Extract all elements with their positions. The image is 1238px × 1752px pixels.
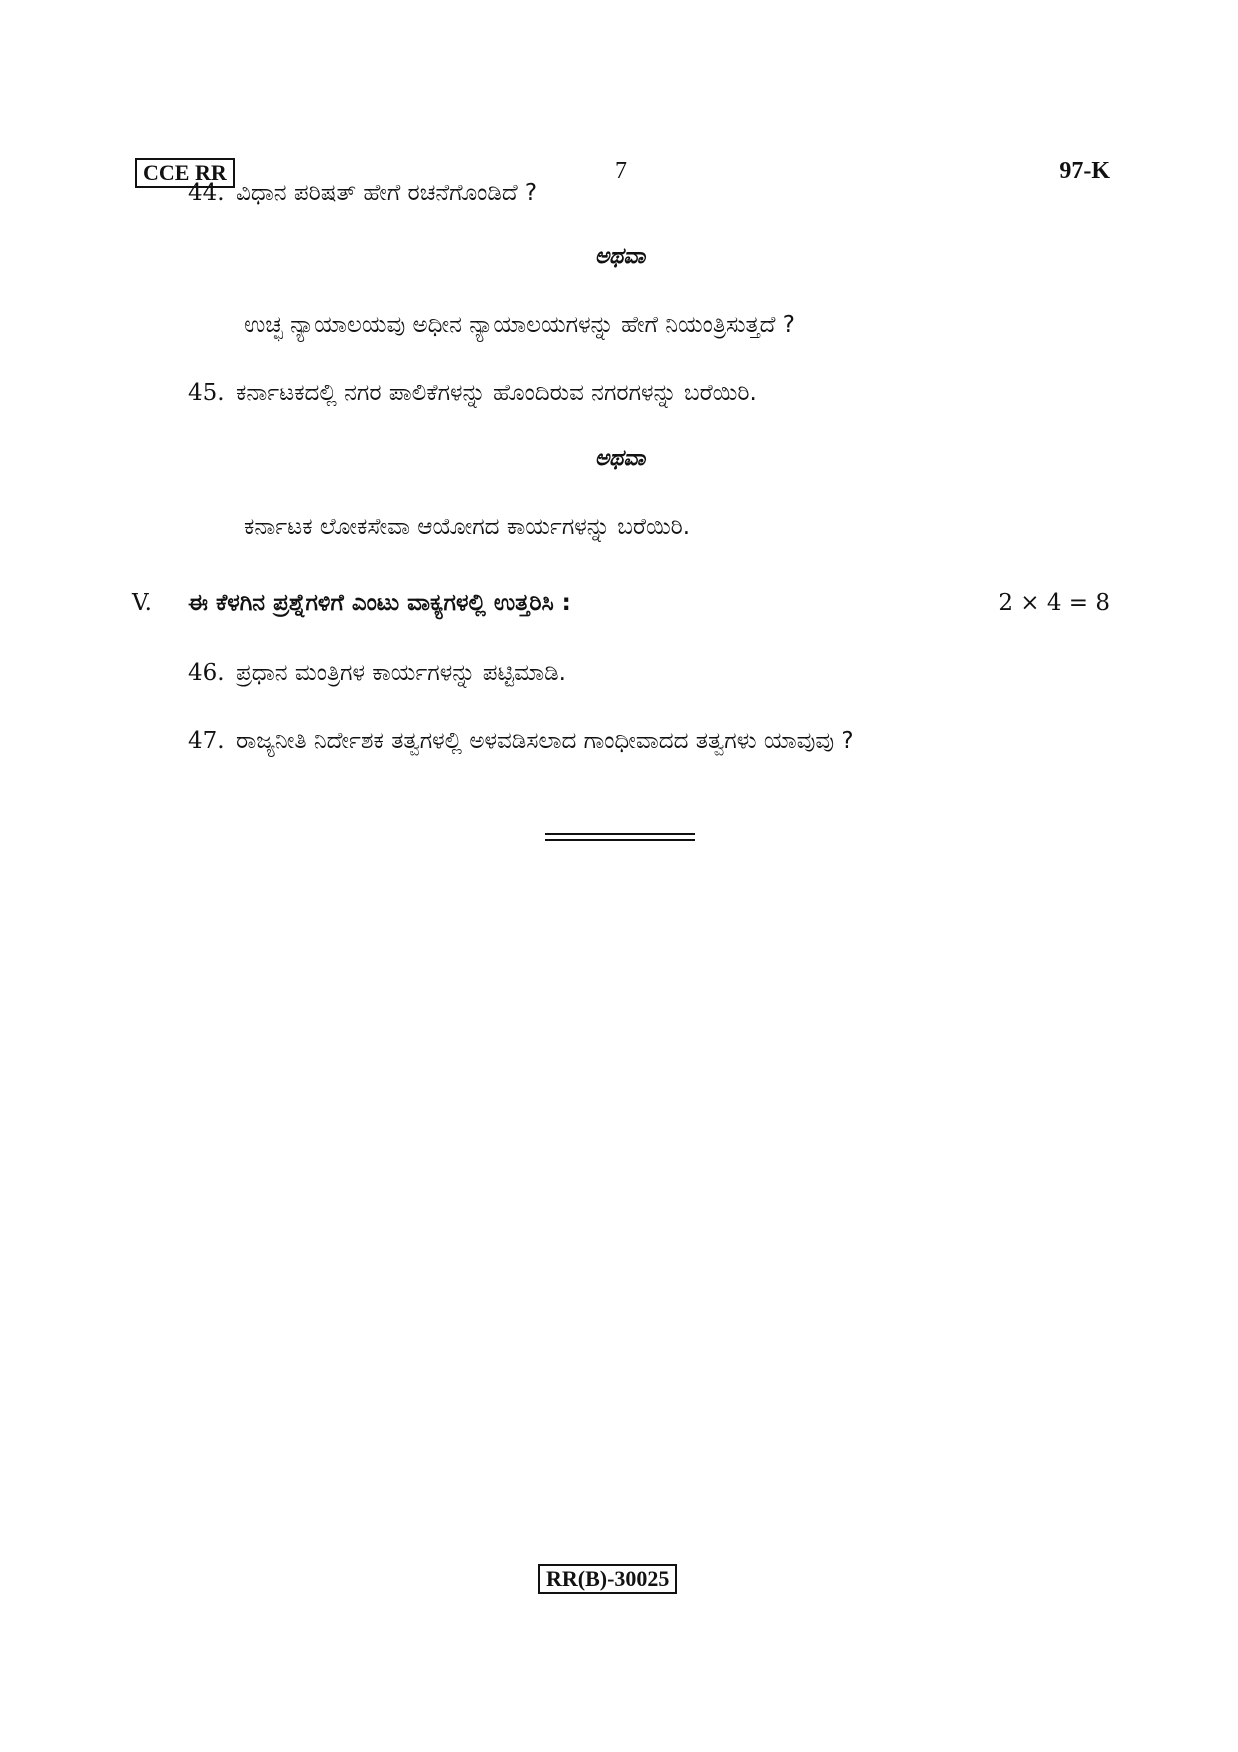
question-text: ಪ್ರಧಾನ ಮಂತ್ರಿಗಳ ಕಾರ್ಯಗಳನ್ನು ಪಟ್ಟಿಮಾಡಿ. bbox=[236, 660, 566, 686]
booklet-code-box: RR(B)-30025 bbox=[538, 1564, 677, 1594]
question-text: ವಿಧಾನ ಪರಿಷತ್ ಹೇಗೆ ರಚನೆಗೊಂಡಿದೆ ? bbox=[236, 180, 538, 206]
question-46 bbox=[188, 656, 566, 690]
end-rule-top bbox=[545, 833, 695, 835]
question-44 bbox=[188, 176, 537, 210]
section-marks: 2 × 4 = 8 bbox=[998, 590, 1110, 616]
end-rule-bottom bbox=[545, 839, 695, 841]
series-code-box: CCE RR bbox=[135, 158, 235, 188]
question-text: ರಾಜ್ಯನೀತಿ ನಿರ್ದೇಶಕ ತತ್ವಗಳಲ್ಲಿ ಅಳವಡಿಸಲಾದ ಗಾಂಧೀವಾದದ ತತ್ವಗಳು ಯಾವುವು ? bbox=[236, 728, 854, 754]
section-instruction: ಈ ಕೆಳಗಿನ ಪ್ರಶ್ನೆಗಳಿಗೆ ಎಂಟು ವಾಕ್ಯಗಳಲ್ಲಿ ಉತ್ತರಿಸಿ : bbox=[188, 590, 571, 616]
section-number: V. bbox=[132, 590, 152, 616]
question-47 bbox=[188, 724, 854, 758]
or-label-45: ಅಥವಾ bbox=[594, 446, 646, 471]
question-44-alternative: ಉಚ್ಛ ನ್ಯಾಯಾಲಯವು ಅಧೀನ ನ್ಯಾಯಾಲಯಗಳನ್ನು ಹೇಗೆ ನಿಯಂತ್ರಿಸುತ್ತದೆ ? bbox=[244, 312, 795, 338]
question-45 bbox=[188, 376, 757, 410]
question-text: ಕರ್ನಾಟಕದಲ್ಲಿ ನಗರ ಪಾಲಿಕೆಗಳನ್ನು ಹೊಂದಿರುವ ನಗರಗಳನ್ನು ಬರೆಯಿರಿ. bbox=[236, 380, 757, 406]
page-number: 7 bbox=[615, 158, 627, 184]
or-label-44: ಅಥವಾ bbox=[594, 244, 646, 269]
question-number: 46. bbox=[188, 660, 225, 686]
question-number: 45. bbox=[188, 380, 225, 406]
question-number: 44. bbox=[188, 180, 225, 206]
question-45-alternative: ಕರ್ನಾಟಕ ಲೋಕಸೇವಾ ಆಯೋಗದ ಕಾರ್ಯಗಳನ್ನು ಬರೆಯಿರಿ. bbox=[244, 514, 691, 540]
question-number: 47. bbox=[188, 728, 225, 754]
paper-code: 97-K bbox=[1059, 158, 1110, 184]
